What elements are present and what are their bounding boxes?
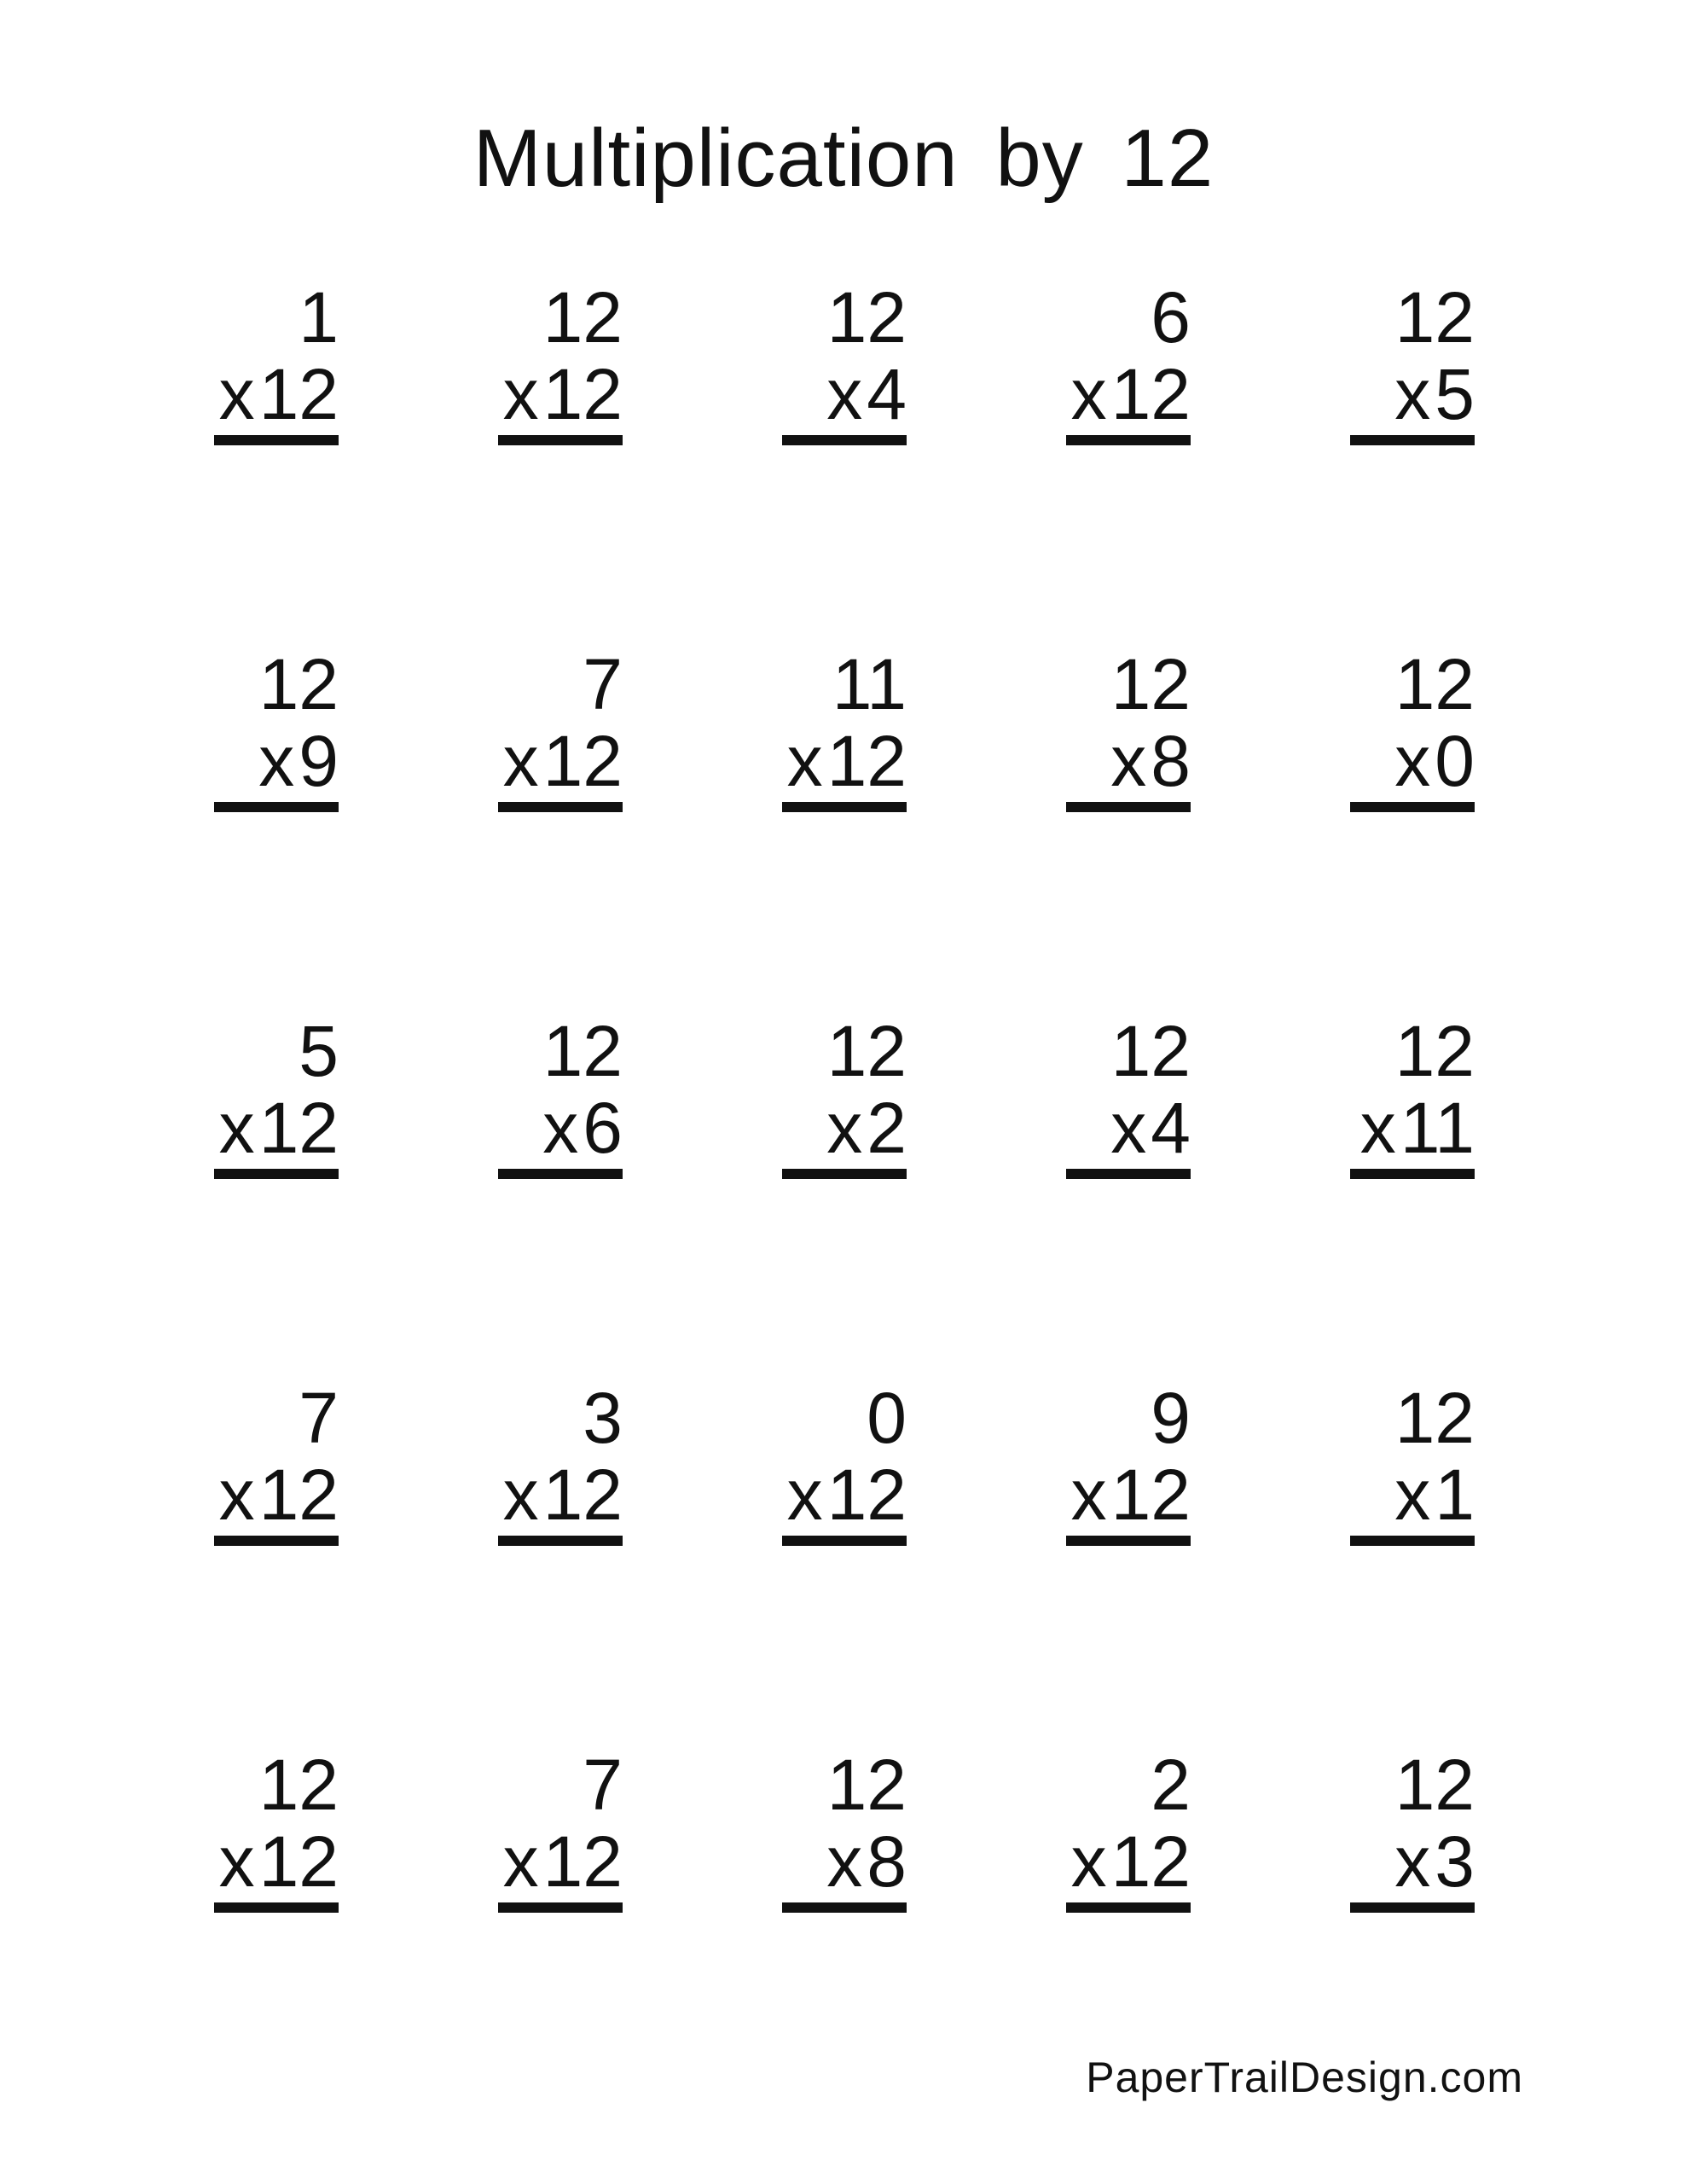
multiply-sign: x [826,1088,863,1168]
answer-line [498,802,623,812]
answer-line [214,435,339,445]
multiplication-problem-15 [1272,1011,1557,1382]
multiplier: 9 [299,721,339,801]
answer-line [782,435,907,445]
multiplication-problem-16 [136,1378,420,1749]
multiplication-problem-21 [136,1745,420,2116]
multiplicand: 12 [258,1745,339,1825]
multiplier: 12 [1110,1455,1191,1535]
multiply-sign: x [786,721,823,801]
multiplicand: 1 [299,277,339,357]
answer-line [1066,435,1191,445]
multiply-sign: x [1110,721,1147,801]
multiply-sign: x [218,1455,255,1535]
multiplier-row [988,721,1191,801]
footer-credit: PaperTrailDesign.com [1086,2053,1523,2101]
multiply-sign: x [502,1821,539,1902]
multiplication-problem-18 [704,1378,988,1749]
multiply-sign: x [1394,721,1431,801]
multiply-sign: x [502,721,539,801]
multiplication-problem-22 [420,1745,704,2116]
multiplier: 8 [1151,721,1191,801]
multiplier-row [988,1455,1191,1535]
multiplier: 12 [1110,1821,1191,1902]
multiplication-problem-17 [420,1378,704,1749]
multiply-sign: x [1070,354,1107,434]
multiplier-row [704,721,907,801]
multiplicand: 12 [1394,277,1475,357]
multiplier: 1 [1435,1455,1475,1535]
multiplicand: 11 [832,644,907,724]
multiplier-row [988,1821,1191,1902]
answer-line [782,1169,907,1179]
answer-line [214,1902,339,1913]
answer-line [498,1902,623,1913]
multiply-sign: x [1394,1455,1431,1535]
multiply-sign: x [826,354,863,434]
multiplicand: 2 [1151,1745,1191,1825]
multiplication-problem-9 [988,644,1272,1015]
multiply-sign: x [1110,1088,1147,1168]
multiply-sign: x [258,721,295,801]
multiplicand: 12 [826,1745,907,1825]
multiplier-row [704,1088,907,1168]
multiplier: 8 [867,1821,907,1902]
problems-grid [136,277,1557,2116]
multiplier: 12 [542,1455,623,1535]
answer-line [498,1536,623,1546]
multiplier: 12 [1110,354,1191,434]
multiply-sign: x [1394,354,1431,434]
multiplier: 12 [542,721,623,801]
multiplier-row [988,1088,1191,1168]
multiply-sign: x [826,1821,863,1902]
multiplication-problem-4 [988,277,1272,648]
multiplier-row [704,354,907,434]
multiplier-row [136,1821,339,1902]
multiplier: 3 [1435,1821,1475,1902]
answer-line [782,1902,907,1913]
multiplication-problem-8 [704,644,988,1015]
multiplier-row [420,721,623,801]
multiplier: 12 [258,1821,339,1902]
multiplier: 12 [258,1455,339,1535]
multiplication-problem-20 [1272,1378,1557,1749]
multiplicand: 9 [1151,1378,1191,1458]
answer-line [214,802,339,812]
multiplier: 4 [1151,1088,1191,1168]
answer-line [498,1169,623,1179]
multiplicand: 6 [1151,277,1191,357]
multiplier-row [1272,354,1475,434]
multiplier: 11 [1400,1088,1475,1168]
answer-line [1066,1169,1191,1179]
multiplicand: 12 [826,1011,907,1091]
multiplication-problem-13 [704,1011,988,1382]
multiplier-row [420,1455,623,1535]
multiplication-problem-19 [988,1378,1272,1749]
multiplier: 4 [867,354,907,434]
worksheet-title: Multiplication by 12 [472,113,1215,204]
multiply-sign: x [502,354,539,434]
answer-line [1350,802,1475,812]
multiplier-row [1272,1088,1475,1168]
multiplication-problem-12 [420,1011,704,1382]
multiply-sign: x [786,1455,823,1535]
multiplicand: 12 [542,1011,623,1091]
multiplicand: 7 [299,1378,339,1458]
multiplier: 12 [542,354,623,434]
multiplication-problem-2 [420,277,704,648]
multiplier: 12 [542,1821,623,1902]
multiplicand: 12 [258,644,339,724]
multiplier-row [420,1088,623,1168]
multiplication-problem-7 [420,644,704,1015]
multiply-sign: x [1394,1821,1431,1902]
multiplicand: 12 [1394,1011,1475,1091]
multiplicand: 12 [1394,644,1475,724]
multiplicand: 7 [583,1745,623,1825]
answer-line [1066,1536,1191,1546]
multiplicand: 7 [583,644,623,724]
answer-line [1350,1536,1475,1546]
answer-line [1350,1169,1475,1179]
multiply-sign: x [218,1821,255,1902]
answer-line [498,435,623,445]
multiplier-row [136,1455,339,1535]
answer-line [214,1536,339,1546]
multiply-sign: x [1070,1821,1107,1902]
multiply-sign: x [218,1088,255,1168]
multiplier: 6 [583,1088,623,1168]
multiplication-problem-1 [136,277,420,648]
multiplier-row [136,721,339,801]
multiplication-problem-11 [136,1011,420,1382]
answer-line [1066,1902,1191,1913]
answer-line [782,802,907,812]
multiplication-problem-14 [988,1011,1272,1382]
multiply-sign: x [542,1088,579,1168]
multiplication-problem-23 [704,1745,988,2116]
answer-line [1066,802,1191,812]
multiplicand: 12 [1110,644,1191,724]
answer-line [214,1169,339,1179]
multiplicand: 0 [867,1378,907,1458]
multiplicand: 12 [542,277,623,357]
multiplicand: 3 [583,1378,623,1458]
multiplier-row [136,354,339,434]
multiplier: 12 [826,1455,907,1535]
multiplier-row [420,354,623,434]
multiplication-problem-5 [1272,277,1557,648]
multiply-sign: x [218,354,255,434]
multiplier-row [1272,1821,1475,1902]
multiplier: 12 [258,354,339,434]
multiplier-row [704,1821,907,1902]
multiplier: 2 [867,1088,907,1168]
multiplication-problem-10 [1272,644,1557,1015]
multiplicand: 12 [1394,1378,1475,1458]
multiplier: 12 [258,1088,339,1168]
multiplication-problem-3 [704,277,988,648]
multiplicand: 12 [1394,1745,1475,1825]
multiplier: 0 [1435,721,1475,801]
multiply-sign: x [1359,1088,1396,1168]
multiply-sign: x [1070,1455,1107,1535]
multiplicand: 12 [826,277,907,357]
multiplier-row [1272,721,1475,801]
multiplier-row [988,354,1191,434]
answer-line [1350,1902,1475,1913]
multiplier: 12 [826,721,907,801]
answer-line [782,1536,907,1546]
answer-line [1350,435,1475,445]
multiplication-problem-6 [136,644,420,1015]
multiplier-row [136,1088,339,1168]
multiplicand: 12 [1110,1011,1191,1091]
multiplicand: 5 [299,1011,339,1091]
multiplier-row [420,1821,623,1902]
multiply-sign: x [502,1455,539,1535]
multiplier-row [1272,1455,1475,1535]
multiplier-row [704,1455,907,1535]
multiplier: 5 [1435,354,1475,434]
